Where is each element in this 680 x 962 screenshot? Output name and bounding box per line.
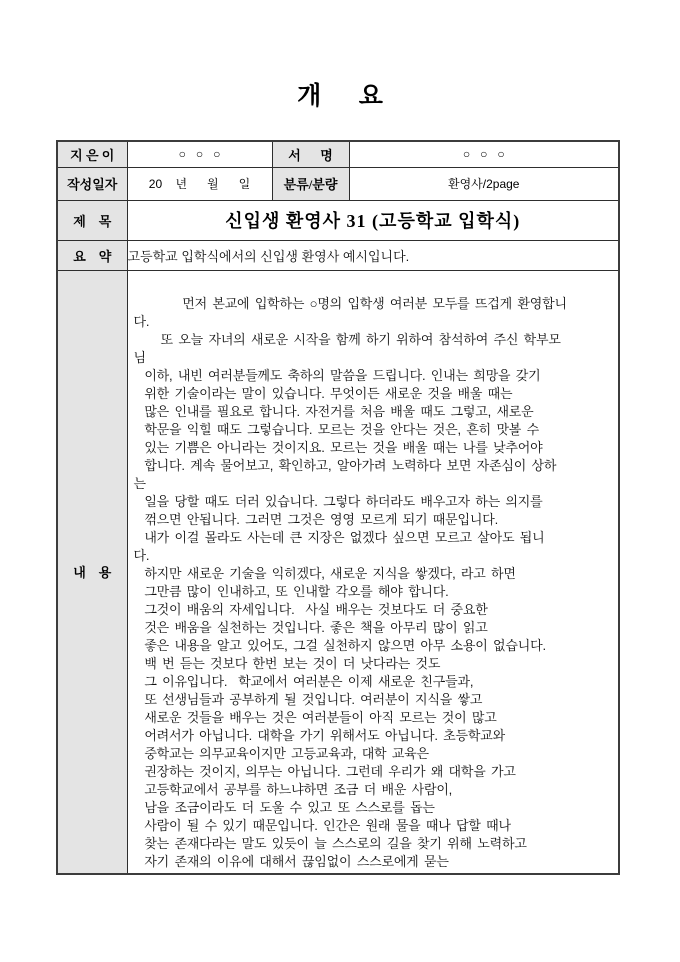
- content-line: 그것이 배움의 자세입니다. 사실 배우는 것보다도 더 중요한: [133, 601, 488, 617]
- content-label: 내 용: [57, 270, 127, 874]
- content-line: 는: [133, 475, 146, 491]
- summary-label: 요 약: [57, 240, 127, 270]
- content-line: 다.: [133, 313, 150, 329]
- content-line: 새로운 것들을 배우는 것은 여러분들이 아직 모르는 것이 많고: [133, 709, 497, 725]
- content-line: 고등학교에서 공부를 하느냐하면 조금 더 배운 사람이,: [133, 781, 453, 797]
- content-line: 일을 당할 때도 더러 있습니다. 그렇다 하더라도 배우고자 하는 의지를: [133, 493, 543, 509]
- table-row: [57, 141, 619, 167]
- table-row: [57, 270, 619, 874]
- content-line: 것은 배움을 실천하는 것입니다. 좋은 책을 아무리 많이 읽고: [133, 619, 488, 635]
- content-line: 먼저 본교에 입학하는 ○명의 입학생 여러분 모두를 뜨겁게 환영합니: [133, 295, 567, 311]
- booktitle-value: ○ ○ ○: [349, 141, 619, 167]
- content-line: 님: [133, 349, 146, 365]
- content-text: [128, 271, 619, 871]
- content-line: 백 번 듣는 것보다 한번 보는 것이 더 낫다라는 것도: [133, 655, 441, 671]
- content-line: 또 선생님들과 공부하게 될 것입니다. 여러분이 지식을 쌓고: [133, 691, 483, 707]
- table-row: [57, 167, 619, 200]
- content-line: 합니다. 계속 물어보고, 확인하고, 알아가려 노력하다 보면 자존심이 상하: [133, 457, 557, 473]
- content-cell: [127, 270, 619, 874]
- content-line: 찾는 존재다라는 말도 있듯이 늘 스스로의 길을 찾기 위해 노력하고: [133, 835, 527, 851]
- content-line: 남을 조금이라도 더 도울 수 있고 또 스스로를 돕는: [133, 799, 435, 815]
- table-row: [57, 240, 619, 270]
- content-line: 어려서가 아닙니다. 대학을 가기 위해서도 아닙니다. 초등학교와: [133, 727, 505, 743]
- overview-table: [56, 140, 620, 875]
- category-label: 분류/분량: [272, 167, 349, 200]
- date-value: 20 년 월 일: [127, 167, 272, 200]
- author-value: ○ ○ ○: [127, 141, 272, 167]
- content-line: 내가 이걸 몰라도 사는데 큰 지장은 없겠다 싶으면 모르고 살아도 됩니: [133, 529, 545, 545]
- page-title: 개 요: [297, 83, 383, 110]
- content-line: 하지만 새로운 기술을 익히겠다, 새로운 지식을 쌓겠다, 라고 하면: [133, 565, 516, 581]
- content-line: 많은 인내를 필요로 합니다. 자전거를 처음 배울 때도 그렇고, 새로운: [133, 403, 534, 419]
- content-line: 꺾으면 안됩니다. 그러면 그것은 영영 모르게 되기 때문입니다.: [133, 511, 498, 527]
- content-line: 사람이 될 수 있기 때문입니다. 인간은 원래 물을 때나 답할 때나: [133, 817, 511, 833]
- author-label: 지 은 이: [57, 141, 127, 167]
- subject-value: 신입생 환영사 31 (고등학교 입학식): [127, 200, 619, 240]
- content-line: 자기 존재의 이유에 대해서 끊임없이 스스로에게 묻는: [133, 853, 449, 869]
- content-line: 좋은 내용을 알고 있어도, 그걸 실천하지 않으면 아무 소용이 없습니다.: [133, 637, 546, 653]
- summary-value: 고등학교 입학식에서의 신입생 환영사 예시입니다.: [127, 240, 619, 270]
- content-line: 있는 기쁨은 아니라는 것이지요. 모르는 것을 배울 때는 나를 낮추어야: [133, 439, 543, 455]
- date-label: 작성일자: [57, 167, 127, 200]
- content-line: 다.: [133, 547, 150, 563]
- content-line: 또 오늘 자녀의 새로운 시작을 함께 하기 위하여 참석하여 주신 학부모: [133, 331, 561, 347]
- content-line: 이하, 내빈 여러분들께도 축하의 말씀을 드립니다. 인내는 희망을 갖기: [133, 367, 541, 383]
- table-row: [57, 200, 619, 240]
- category-value: 환영사/2page: [349, 167, 619, 200]
- subject-label: 제 목: [57, 200, 127, 240]
- content-line: 그 이유입니다. 학교에서 여러분은 이제 새로운 친구들과,: [133, 673, 474, 689]
- content-line: 중학교는 의무교육이지만 고등교육과, 대학 교육은: [133, 745, 429, 761]
- booktitle-label: 서 명: [272, 141, 349, 167]
- content-line: 그만큼 많이 인내하고, 또 인내할 각오를 해야 합니다.: [133, 583, 449, 599]
- content-line: 위한 기술이라는 말이 있습니다. 무엇이든 새로운 것을 배울 때는: [133, 385, 513, 401]
- content-line: 학문을 익힐 때도 그렇습니다. 모르는 것을 안다는 것은, 흔히 맛볼 수: [133, 421, 539, 437]
- content-line: 권장하는 것이지, 의무는 아닙니다. 그런데 우리가 왜 대학을 가고: [133, 763, 516, 779]
